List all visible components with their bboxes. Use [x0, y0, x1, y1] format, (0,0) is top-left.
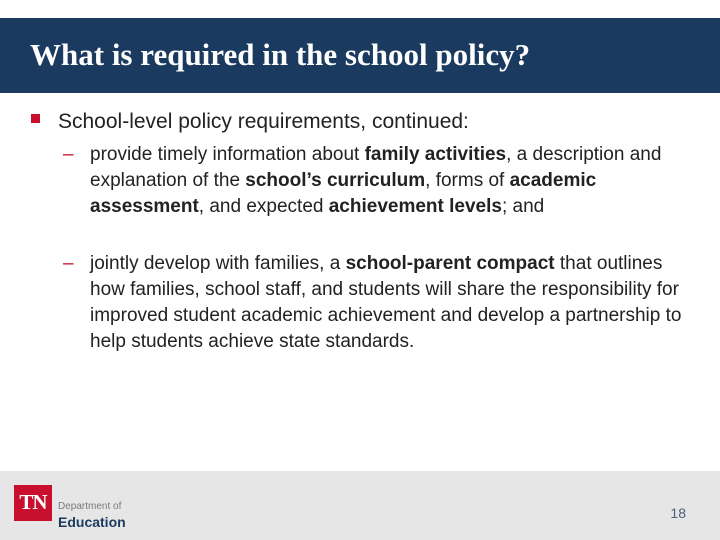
sub-bullet-1	[90, 142, 690, 220]
dash-bullet-icon: –	[63, 253, 74, 274]
square-bullet-icon	[31, 114, 40, 123]
bold-phrase: achievement levels	[328, 196, 502, 217]
text-segment: provide timely information about	[90, 144, 365, 165]
text-segment: , and expected	[198, 196, 329, 217]
sub-bullet-2	[90, 251, 690, 355]
text-segment: , forms of	[425, 170, 510, 191]
text-segment: jointly develop with families, a	[90, 253, 346, 274]
bold-phrase: family activities	[364, 144, 507, 165]
dash-bullet-icon: –	[63, 144, 74, 165]
page-number: 18	[670, 505, 686, 521]
bold-phrase: school’s curriculum	[245, 170, 426, 191]
bold-phrase: academic assessment	[90, 170, 597, 217]
title-bar	[0, 18, 720, 93]
text-segment: ; and	[501, 196, 545, 217]
text-segment: , a description and explanation of the	[90, 144, 662, 191]
slide-title: What is required in the school policy?	[30, 37, 531, 72]
footer-bar	[0, 471, 720, 540]
tn-logo	[14, 485, 52, 521]
text-segment: that outlines how families, school staff, and students will share the responsibility for improved student academic achievement and develop a partnership to help students achieve state standards.	[90, 253, 682, 352]
logo-department-text: Department of	[58, 501, 122, 512]
logo-education-text: Education	[58, 514, 126, 530]
tn-logo-mark: TN	[19, 490, 47, 514]
bold-phrase: school-parent compact	[345, 253, 555, 274]
main-bullet-text: School-level policy requirements, continued:	[58, 110, 469, 133]
